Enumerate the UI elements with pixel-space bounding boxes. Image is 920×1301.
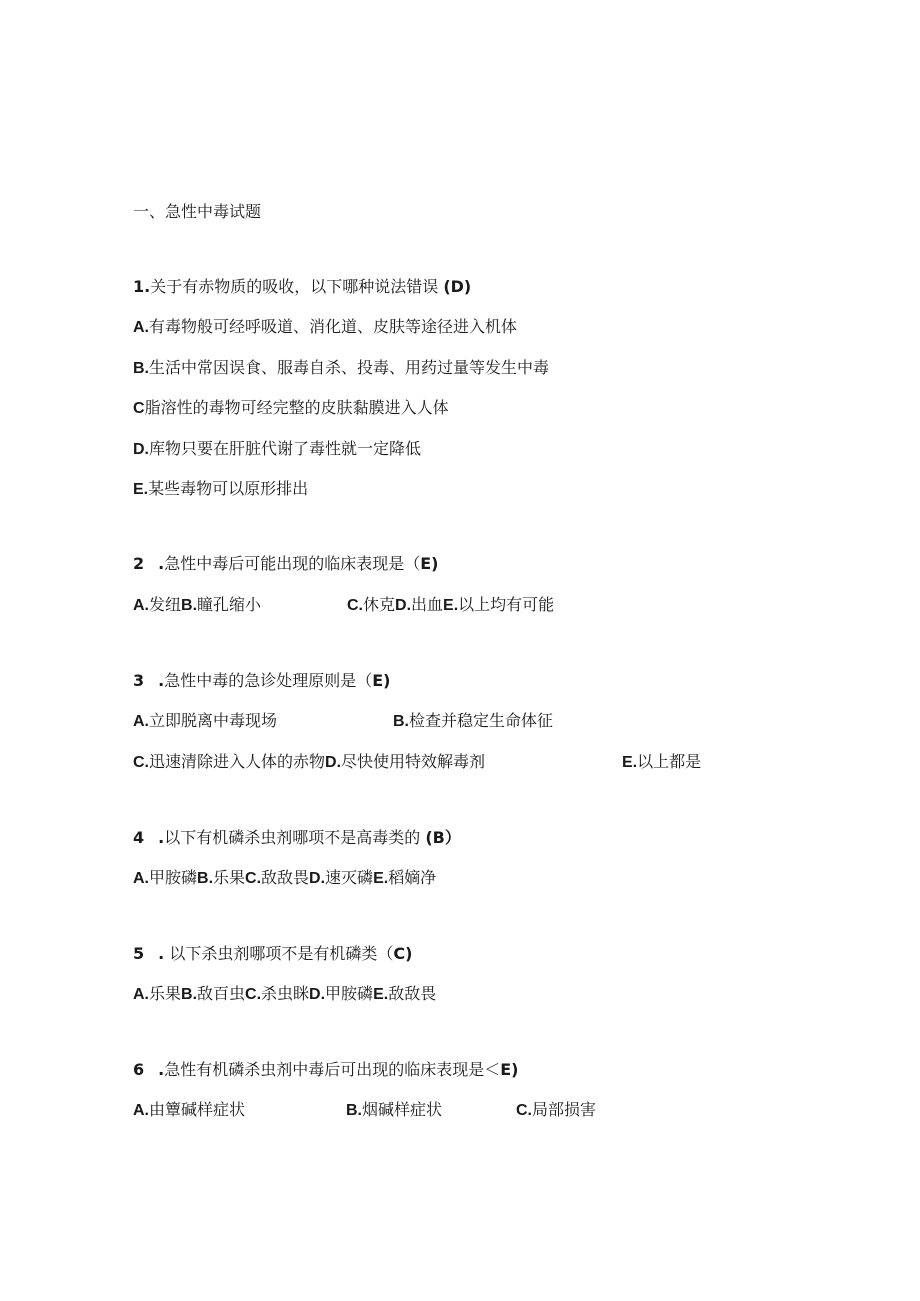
option-text: 发纽	[149, 595, 182, 614]
option-letter: A.	[133, 1102, 149, 1119]
option-a	[133, 710, 277, 733]
option-text: 速灭磷	[325, 868, 374, 887]
question-number: 2	[133, 554, 145, 573]
option-e	[133, 478, 308, 501]
option-text: 某些毒物可以原形排出	[148, 479, 309, 498]
option-letter: C.	[245, 870, 262, 887]
option-letter: E.	[133, 481, 149, 498]
question-dot: .	[158, 554, 165, 573]
option-letter: B.	[346, 1102, 362, 1119]
option-text: 敌敌畏	[388, 984, 437, 1003]
question-dot: .	[158, 944, 165, 963]
option-text: 库物只要在肝脏代谢了毒性就一定降低	[149, 439, 422, 458]
option-e	[622, 751, 701, 774]
option-letter: B.	[393, 713, 409, 730]
question-dot: .	[158, 828, 165, 847]
option-text: 稻嫡净	[388, 868, 437, 887]
option-a	[133, 316, 517, 339]
question-number: 1.	[133, 277, 151, 296]
option-d	[133, 438, 421, 461]
option-b	[346, 1099, 442, 1122]
answer-key: E)	[500, 1060, 519, 1079]
question-text: 急性有机磷杀虫剂中毒后可出现的临床表现是＜	[164, 1060, 501, 1079]
question-2	[133, 553, 438, 575]
answer-key: C)	[393, 944, 413, 963]
question-text: 以下杀虫剂哪项不是有机磷类（	[169, 944, 394, 963]
options-row	[347, 594, 554, 617]
option-letter: A.	[133, 713, 149, 730]
option-text: 瞳孔缩小	[197, 595, 262, 614]
options-row	[133, 983, 436, 1006]
option-text: 生活中常因误食、服毒自杀、投毒、用药过量等发生中毒	[149, 358, 550, 377]
option-b	[133, 357, 549, 380]
option-text: 由簟碱样症状	[149, 1100, 246, 1119]
option-text: 局部损害	[532, 1100, 597, 1119]
option-text: 尽快使用特效解毒剂	[341, 752, 486, 771]
question-text: 以下有机磷杀虫剂哪项不是高毒类的	[164, 828, 421, 847]
option-letter: A.	[133, 870, 149, 887]
question-text: 急性中毒的急诊处理原则是（	[164, 671, 373, 690]
option-text: 乐果	[213, 868, 246, 887]
answer-key: E)	[372, 671, 391, 690]
option-letter: D.	[309, 986, 326, 1003]
option-letter: D.	[133, 441, 149, 458]
option-text: 烟碱样症状	[362, 1100, 443, 1119]
option-text: 有毒物般可经呼吸道、消化道、皮肤等途径进入机体	[149, 317, 518, 336]
option-text: 以上都是	[637, 752, 702, 771]
option-letter: C.	[245, 986, 262, 1003]
question-4	[133, 827, 461, 849]
question-3	[133, 670, 390, 692]
option-letter: B.	[181, 597, 198, 614]
option-text: 以上均有可能	[458, 595, 555, 614]
option-letter: B.	[133, 360, 149, 377]
option-letter: E.	[373, 986, 389, 1003]
question-number: 3	[133, 671, 145, 690]
section-title: 一、急性中毒试题	[133, 202, 262, 221]
option-letter: D.	[309, 870, 326, 887]
question-6	[133, 1059, 518, 1081]
question-number: 6	[133, 1060, 145, 1079]
option-c-d	[133, 751, 485, 774]
question-text: 关于有赤物质的吸收，以下哪种说法错误	[150, 277, 439, 296]
question-text: 急性中毒后可能出现的临床表现是（	[164, 554, 421, 573]
option-letter: C.	[347, 597, 363, 614]
question-number: 4	[133, 828, 145, 847]
option-letter: B.	[197, 870, 214, 887]
option-text: 休克	[363, 595, 396, 614]
option-text: 甲胺磷	[325, 984, 374, 1003]
option-a	[133, 1099, 245, 1122]
option-text: 检查并稳定生命体征	[409, 711, 554, 730]
question-number: 5	[133, 944, 145, 963]
option-letter: A.	[133, 986, 149, 1003]
option-letter: A.	[133, 319, 149, 336]
option-text: 迅速清除进入人体的赤物	[149, 752, 326, 771]
option-letter: D.	[325, 754, 342, 771]
option-c	[516, 1099, 596, 1122]
option-text: 敌百虫	[197, 984, 246, 1003]
option-text: 脂溶性的毒物可经完整的皮肤黏膜进入人体	[144, 398, 449, 417]
option-b	[393, 710, 553, 733]
option-letter: A.	[133, 597, 149, 614]
answer-key: (D)	[443, 277, 472, 296]
option-letter: E.	[622, 754, 638, 771]
option-text: 乐果	[149, 984, 182, 1003]
option-letter: E.	[373, 870, 389, 887]
question-1	[133, 276, 471, 298]
question-5	[133, 943, 412, 965]
option-letter: B.	[181, 986, 198, 1003]
answer-key: (B）	[425, 828, 461, 847]
option-text: 敌敌畏	[261, 868, 310, 887]
option-text: 出血	[411, 595, 444, 614]
option-letter: D.	[395, 597, 412, 614]
option-text: 甲胺磷	[149, 868, 198, 887]
option-letter: C.	[133, 754, 149, 771]
answer-key: E)	[420, 554, 439, 573]
options-row	[133, 594, 261, 617]
question-dot: .	[158, 1060, 165, 1079]
option-letter: E.	[443, 597, 459, 614]
option-text: 杀虫眯	[261, 984, 310, 1003]
options-row	[133, 867, 436, 890]
option-letter: C.	[516, 1102, 532, 1119]
option-letter: C	[133, 400, 145, 417]
option-c	[133, 397, 449, 420]
option-text: 立即脱离中毒现场	[149, 711, 278, 730]
question-dot: .	[158, 671, 165, 690]
